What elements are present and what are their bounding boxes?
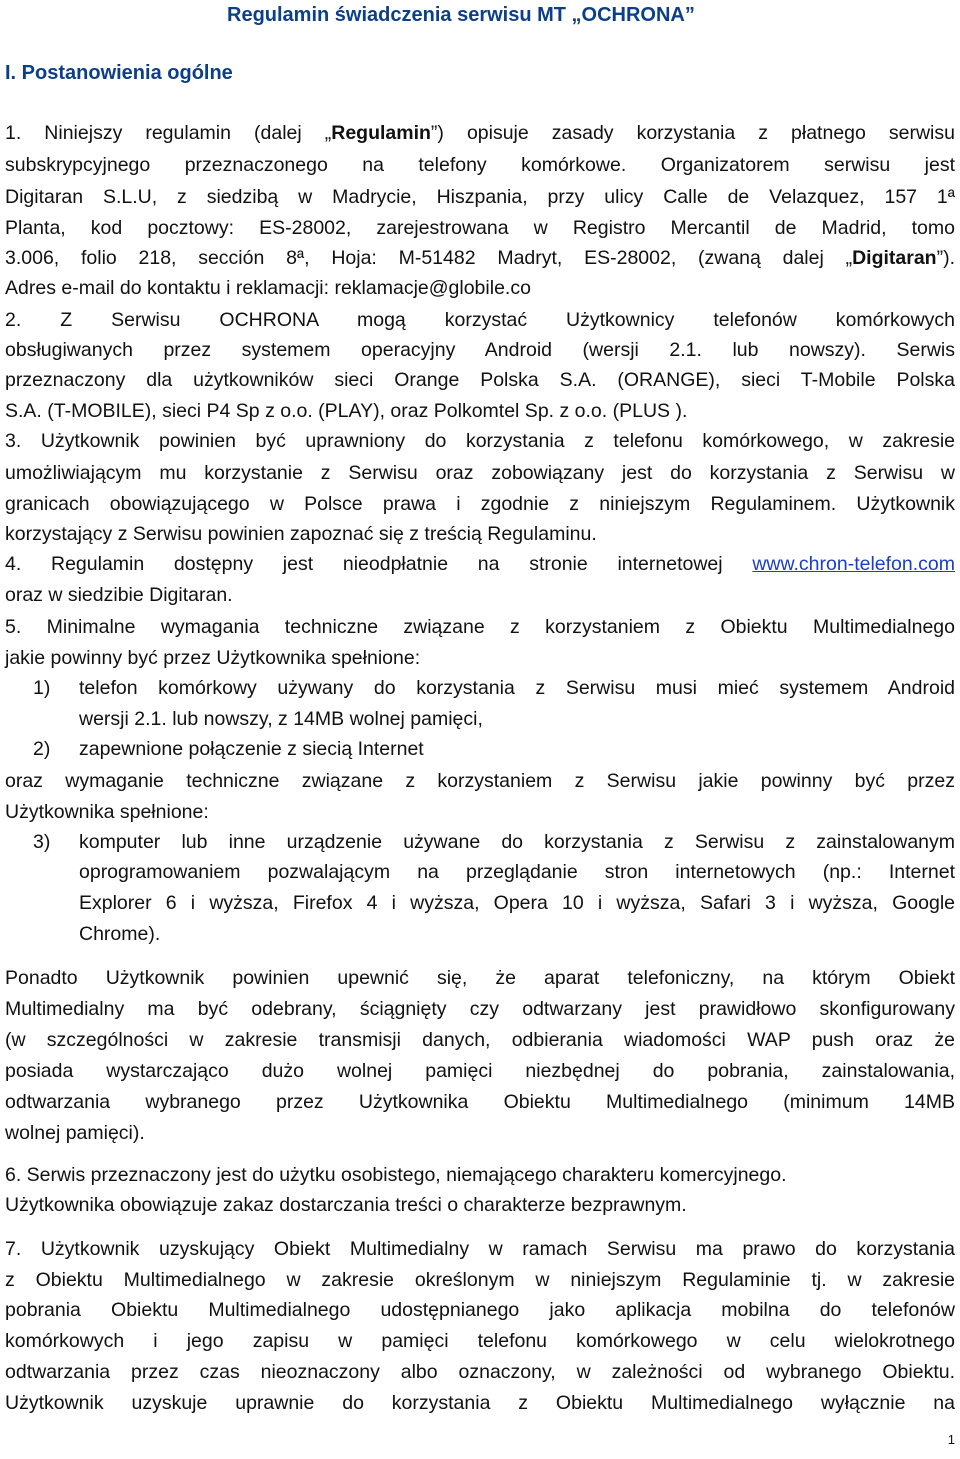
- paragraph-1-line-1: 1. Niniejszy regulamin (dalej „Regulamin”) opisuje zasady korzystania z płatnego serwisu: [5, 122, 955, 144]
- paragraph-1-line-3: Digitaran S.L.U, z siedzibą w Madrycie, Hiszpania, przy ulicy Calle de Velazquez, 157 1ª: [5, 186, 955, 208]
- list-item-3-line-2: oprogramowaniem pozwalającym na przeglądanie stron internetowych (np.: Internet: [79, 861, 955, 883]
- paragraph-6-line-1: Ponadto Użytkownik powinien upewnić się, że aparat telefoniczny, na którym Obiekt: [5, 967, 955, 989]
- document-title: Regulamin świadczenia serwisu MT „OCHRONA”: [227, 4, 695, 26]
- paragraph-8-line-6: Użytkownik uzyskuje uprawnie do korzystania z Obiektu Multimedialnego wyłącznie na: [5, 1392, 955, 1414]
- paragraph-5-line-3: oraz wymaganie techniczne związane z korzystaniem z Serwisu jakie powinny być przez: [5, 770, 955, 792]
- paragraph-6-line-5: odtwarzania wybranego przez Użytkownika Obiektu Multimedialnego (minimum 14MB: [5, 1091, 955, 1113]
- list-number-3: 3): [33, 831, 51, 853]
- paragraph-8-line-2: z Obiektu Multimedialnego w zakresie określonym w niniejszym Regulaminie tj. w zakresie: [5, 1269, 955, 1291]
- list-item-3-line-1: komputer lub inne urządzenie używane do korzystania z Serwisu z zainstalowanym: [79, 831, 955, 853]
- section-heading: I. Postanowienia ogólne: [5, 62, 233, 84]
- paragraph-3-line-2: umożliwiającym mu korzystanie z Serwisu oraz zobowiązany jest do korzystania z Serwisu w: [5, 462, 955, 484]
- paragraph-2-line-3: przeznaczony dla użytkowników sieci Orange Polska S.A. (ORANGE), sieci T-Mobile Polska: [5, 369, 955, 391]
- paragraph-2-line-1: 2. Z Serwisu OCHRONA mogą korzystać Użytkownicy telefonów komórkowych: [5, 309, 955, 331]
- list-number-2: 2): [33, 738, 51, 760]
- website-link[interactable]: www.chron-telefon.com: [752, 553, 955, 575]
- paragraph-1-line-5: 3.006, folio 218, sección 8ª, Hoja: M-51482 Madryt, ES-28002, (zwaną dalej „Digitaran”).: [5, 247, 955, 269]
- paragraph-2-line-4: S.A. (T-MOBILE), sieci P4 Sp z o.o. (PLAY), oraz Polkomtel Sp. z o.o. (PLUS ).: [5, 400, 688, 422]
- paragraph-5-line-2: jakie powinny być przez Użytkownika spełnione:: [5, 647, 421, 669]
- paragraph-4-line-1: 4. Regulamin dostępny jest nieodpłatnie na stronie internetowej www.chron-telefon.com: [5, 553, 955, 575]
- list-item-3-line-4: Chrome).: [79, 923, 161, 945]
- paragraph-3-line-1: 3. Użytkownik powinien być uprawniony do korzystania z telefonu komórkowego, w zakresie: [5, 430, 955, 452]
- list-item-1-line-1: telefon komórkowy używany do korzystania z Serwisu musi mieć systemem Android: [79, 677, 955, 699]
- paragraph-8-line-4: komórkowych i jego zapisu w pamięci telefonu komórkowego w celu wielokrotnego: [5, 1330, 955, 1352]
- page-number: 1: [947, 1432, 955, 1447]
- paragraph-2-line-2: obsługiwanych przez systemem operacyjny Android (wersji 2.1. lub nowszy). Serwis: [5, 339, 955, 361]
- paragraph-8-line-1: 7. Użytkownik uzyskujący Obiekt Multimedialny w ramach Serwisu ma prawo do korzystania: [5, 1238, 955, 1260]
- paragraph-8-line-3: pobrania Obiektu Multimedialnego udostępnianego jako aplikacja mobilna do telefonów: [5, 1299, 955, 1321]
- list-item-3-line-3: Explorer 6 i wyższa, Firefox 4 i wyższa, Opera 10 i wyższa, Safari 3 i wyższa, Google: [79, 892, 955, 914]
- paragraph-5-line-1: 5. Minimalne wymagania techniczne związane z korzystaniem z Obiektu Multimedialnego: [5, 616, 955, 638]
- paragraph-6-line-4: posiada wystarczająco dużo wolnej pamięci niezbędnej do pobrania, zainstalowania,: [5, 1060, 955, 1082]
- paragraph-7-line-2: Użytkownika obowiązuje zakaz dostarczania treści o charakterze bezprawnym.: [5, 1194, 687, 1216]
- paragraph-1-line-4: Planta, kod pocztowy: ES-28002, zarejestrowana w Registro Mercantil de Madrid, tomo: [5, 217, 955, 239]
- paragraph-1-line-2: subskrypcyjnego przeznaczonego na telefony komórkowe. Organizatorem serwisu jest: [5, 154, 955, 176]
- paragraph-3-line-4: korzystający z Serwisu powinien zapoznać się z treścią Regulaminu.: [5, 523, 597, 545]
- paragraph-3-line-3: granicach obowiązującego w Polsce prawa i zgodnie z niniejszym Regulaminem. Użytkownik: [5, 493, 955, 515]
- paragraph-7-line-1: 6. Serwis przeznaczony jest do użytku osobistego, niemającego charakteru komercyjnego.: [5, 1164, 787, 1186]
- paragraph-5-line-4: Użytkownika spełnione:: [5, 801, 209, 823]
- contact-email-line: Adres e-mail do kontaktu i reklamacji: reklamacje@globile.co: [5, 277, 531, 299]
- paragraph-6-line-2: Multimedialny ma być odebrany, ściągnięty czy odtwarzany jest prawidłowo skonfigurowany: [5, 998, 955, 1020]
- paragraph-8-line-5: odtwarzania przez czas nieoznaczony albo oznaczony, w zależności od wybranego Obiektu.: [5, 1361, 955, 1383]
- list-item-1-line-2: wersji 2.1. lub nowszy, z 14MB wolnej pamięci,: [79, 708, 483, 730]
- list-item-2-line-1: zapewnione połączenie z siecią Internet: [79, 738, 424, 760]
- list-number-1: 1): [33, 677, 51, 699]
- paragraph-6-line-3: (w szczególności w zakresie transmisji danych, odbierania wiadomości WAP push oraz że: [5, 1029, 955, 1051]
- paragraph-6-line-6: wolnej pamięci).: [5, 1122, 145, 1144]
- paragraph-4-line-2: oraz w siedzibie Digitaran.: [5, 584, 233, 606]
